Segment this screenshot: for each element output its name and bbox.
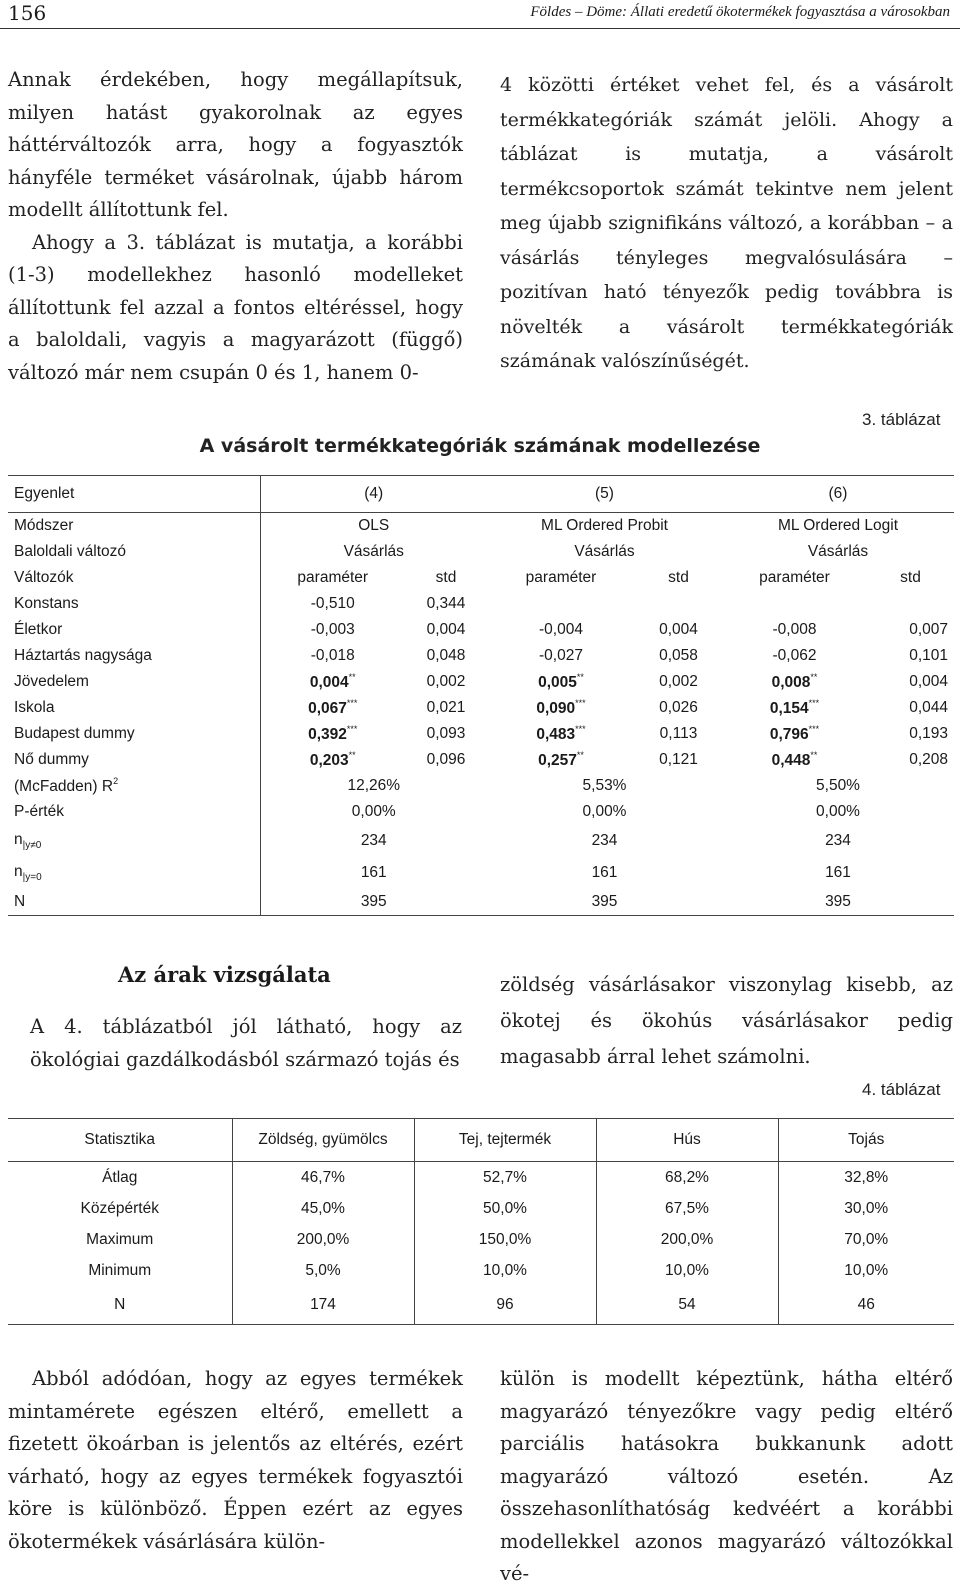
table-row: Átlag 46,7% 52,7% 68,2% 32,8% [8, 1162, 954, 1194]
paragraph: Ahogy a 3. táblázat is mutatja, a korábbi (1-3) modellekhez hasonló modelleket állítottunk fel azzal a fontos eltéréssel, hogy a baloldali, vagyis a magyarázott (függő) változó már nem csupán 0 és 1, hanem 0- [8, 230, 463, 384]
table-row: Baloldali változó Vásárlás Vásárlás Vásárlás [8, 539, 954, 565]
table3-number: 3. táblázat [862, 410, 941, 429]
table-row: Konstans -0,510 0,344 [8, 591, 954, 617]
section-text-right [500, 967, 953, 1075]
table-row: Maximum 200,0% 150,0% 200,0% 70,0% [8, 1224, 954, 1255]
paragraph: zöldség vásárlásakor viszonylag kisebb, az ökotej és ökohús vásárlásakor pedig magasabb árral lehet számolni. [500, 973, 953, 1068]
paragraph: Abból adódóan, hogy az egyes termékek mintamérete egészen eltérő, emellett a fizetett ökoárban is jelentős az eltérés, ezért várható, hogy az egyes termékek fogyasztói köre is különböző. Éppen ezért az egyes ökotermékek vásárlására külön- [8, 1367, 463, 1553]
table-row: Iskola 0,067*** 0,021 0,090*** 0,026 0,154*** 0,044 [8, 695, 954, 721]
text-column-top-left [8, 64, 463, 389]
table-header-row: Statisztika Zöldség, gyümölcs Tej, tejtermék Hús Tojás [8, 1119, 954, 1162]
table-row: Nő dummy 0,203** 0,096 0,257** 0,121 0,448** 0,208 [8, 747, 954, 773]
text-column-top-right [500, 68, 953, 379]
paragraph: Annak érdekében, hogy megállapítsuk, milyen hatást gyakorolnak az egyes háttérváltozók arra, hogy a fogyasztók hányféle terméket vásárolnak, újabb három modellt állítottunk fel. [8, 68, 463, 221]
table3-title: A vásárolt termékkategóriák számának modellezése [199, 435, 761, 457]
table4-number: 4. táblázat [862, 1080, 941, 1099]
page-header [0, 0, 960, 29]
table-row: Háztartás nagysága -0,018 0,048 -0,027 0,058 -0,062 0,101 [8, 643, 954, 669]
table-row: N 174 96 54 46 [8, 1286, 954, 1325]
table-row: Egyenlet (4) (5) (6) [8, 476, 954, 513]
table-row: Budapest dummy 0,392*** 0,093 0,483*** 0,113 0,796*** 0,193 [8, 721, 954, 747]
table-row: $n_{|y=0}$ 161 161 161 [8, 857, 954, 889]
text-column-bottom-right [500, 1363, 953, 1591]
section-heading: Az árak vizsgálata [118, 962, 331, 987]
paragraph: A 4. táblázatból jól látható, hogy az ökológiai gazdálkodásból származó tojás és [30, 1015, 462, 1071]
paragraph: külön is modellt képeztünk, hátha eltérő magyarázó tényezőkre vagy pedig eltérő parciális hatásokra bukkanunk adott magyarázó változó esetén. Az összehasonlíthatóság kedvéért a korábbi modellekkel azonos magyarázó változókkal vé- [500, 1367, 953, 1585]
running-title: Földes – Döme: Állati eredetű ökotermékek fogyasztása a városokban [530, 4, 950, 20]
page-number: 156 [8, 1, 47, 25]
table-row: Minimum 5,0% 10,0% 10,0% 10,0% [8, 1255, 954, 1286]
table-row: P-érték 0,00% 0,00% 0,00% [8, 799, 954, 825]
text-column-bottom-left [8, 1363, 463, 1558]
table-row: $n_{|y\ne 0}$ 234 234 234 [8, 825, 954, 857]
table-row: (McFadden) $R^2$ 12,26% 5,53% 5,50% [8, 773, 954, 799]
table-row: Változók paraméter std paraméter std paraméter std [8, 565, 954, 591]
table4 [8, 1118, 954, 1325]
paragraph: 4 közötti értéket vehet fel, és a vásárolt termékkategóriák számát jelöli. Ahogy a táblázat is mutatja, a vásárolt termékcsoportok számát tekintve nem jelent meg újabb szignifikáns változó, a korábban – a vásárlás tényleges megvalósulására – pozitívan ható tényezők pedig továbbra is növelték a vásárolt termékkategóriák számának valószínűségét. [500, 74, 953, 372]
table-row: Módszer OLS ML Ordered Probit ML Ordered Logit [8, 513, 954, 540]
table-row: Jövedelem 0,004** 0,002 0,005** 0,002 0,008** 0,004 [8, 669, 954, 695]
table3 [8, 475, 954, 916]
table-row: N 395 395 395 [8, 889, 954, 916]
table-row: Életkor -0,003 0,004 -0,004 0,004 -0,008 0,007 [8, 617, 954, 643]
table-row: Középérték 45,0% 50,0% 67,5% 30,0% [8, 1193, 954, 1224]
section-text-left [30, 1010, 462, 1076]
